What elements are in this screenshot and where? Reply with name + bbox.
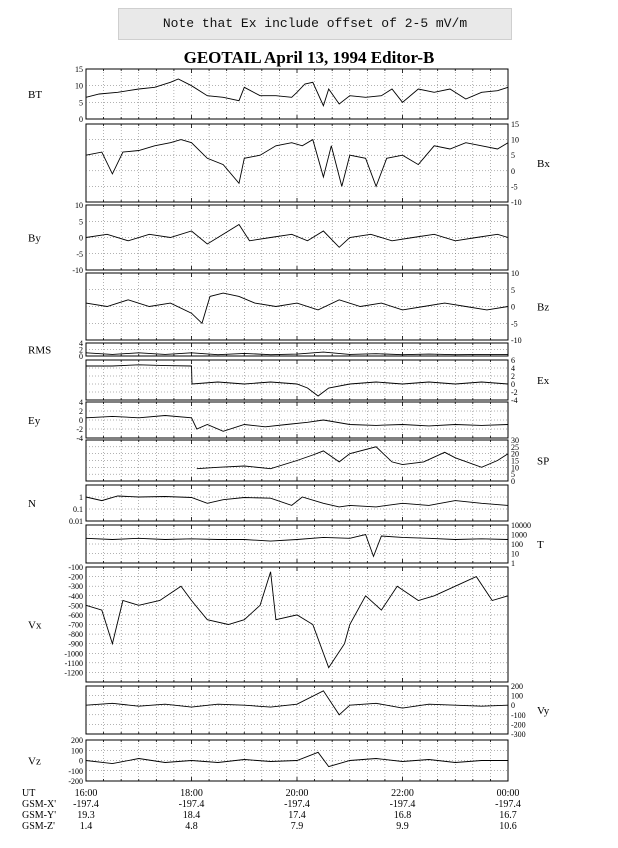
- y-tick-label-rms: 0: [79, 352, 83, 361]
- ut-row-value: 9.9: [396, 821, 409, 832]
- y-tick-label-bt: 15: [75, 65, 83, 74]
- panel-label-bt: BT: [28, 89, 43, 101]
- y-tick-label-ey: 4: [79, 398, 83, 407]
- ut-row-value: 16.8: [393, 810, 412, 821]
- y-tick-label-vx: -400: [68, 591, 83, 601]
- ut-row-label: GSM-Z': [22, 821, 55, 832]
- panel-label-sp: SP: [537, 455, 550, 468]
- panel-label-vz: Vz: [28, 755, 41, 768]
- y-tick-label-ex: 0: [511, 380, 515, 389]
- y-tick-label-sp: 0: [511, 477, 515, 486]
- ut-row-value: 7.9: [290, 821, 304, 832]
- y-tick-label-vz: -100: [68, 766, 83, 776]
- y-tick-label-ey: 0: [79, 416, 83, 425]
- ut-row-value: -197.4: [73, 799, 99, 810]
- panel-label-ey: Ey: [28, 415, 41, 427]
- y-tick-label-vy: 100: [511, 691, 523, 701]
- page-title: GEOTAIL April 13, 1994 Editor-B: [183, 48, 435, 67]
- y-tick-label-by: 10: [75, 201, 83, 210]
- ut-row-value: 18:00: [180, 788, 203, 799]
- y-tick-label-bt: 10: [75, 81, 83, 91]
- y-tick-label-bt: 5: [79, 98, 83, 108]
- y-tick-label-vx: -900: [68, 639, 83, 649]
- y-tick-label-bz: -5: [511, 319, 518, 329]
- y-tick-label-by: 5: [79, 217, 83, 227]
- y-tick-label-vx: -1100: [64, 658, 83, 668]
- y-tick-label-vz: -200: [68, 777, 83, 786]
- y-tick-label-ex: 4: [511, 364, 515, 373]
- y-tick-label-ex: -4: [511, 396, 518, 405]
- y-tick-label-ey: -2: [76, 425, 83, 434]
- y-tick-label-vx: -800: [68, 630, 83, 640]
- y-tick-label-rms: 2: [79, 345, 83, 355]
- y-tick-label-bx: -10: [511, 198, 522, 207]
- y-tick-label-t: 1000: [511, 530, 527, 540]
- ut-row-value: 20:00: [285, 788, 309, 799]
- y-tick-label-vy: 0: [511, 701, 515, 711]
- y-tick-label-by: -5: [76, 249, 83, 259]
- y-tick-label-bz: 5: [511, 285, 515, 295]
- panel-label-by: By: [28, 232, 41, 245]
- panel-label-bz: Bz: [537, 301, 550, 314]
- panel-label-vx: Vx: [28, 619, 42, 632]
- y-tick-label-vx: -500: [68, 601, 83, 611]
- ut-row-value: -197.4: [284, 799, 310, 810]
- y-tick-label-ex: -2: [511, 388, 518, 397]
- y-tick-label-sp: 5: [511, 470, 515, 480]
- y-tick-label-vx: -100: [68, 563, 83, 572]
- y-tick-label-by: 0: [79, 233, 83, 243]
- y-tick-label-bx: 10: [511, 135, 519, 145]
- ut-row-value: 16.7: [499, 810, 517, 821]
- y-tick-label-bz: -10: [511, 336, 522, 345]
- panel-label-vy: Vy: [537, 705, 550, 717]
- y-tick-label-t: 10: [511, 549, 519, 559]
- y-tick-label-vz: 100: [71, 746, 83, 756]
- ut-row-value: 1.4: [79, 821, 93, 832]
- y-tick-label-bx: 15: [511, 120, 519, 129]
- y-tick-label-bx: 0: [511, 166, 515, 176]
- y-tick-label-by: -10: [72, 266, 83, 275]
- ut-row-value: 17.4: [288, 810, 306, 821]
- y-tick-label-n: 1: [79, 493, 83, 502]
- y-tick-label-vz: 0: [79, 756, 83, 766]
- y-tick-label-ey: -4: [76, 434, 83, 443]
- y-tick-label-vx: -700: [68, 620, 83, 630]
- ut-row-value: 16:00: [74, 788, 98, 799]
- y-tick-label-bt: 0: [79, 115, 83, 124]
- y-tick-label-ex: 2: [511, 372, 515, 381]
- y-tick-label-sp: 10: [511, 463, 519, 473]
- ut-row-value: 00:00: [496, 788, 520, 799]
- ut-row-value: -197.4: [178, 799, 205, 810]
- y-tick-label-vy: 200: [511, 682, 523, 691]
- y-tick-label-t: 1: [511, 559, 515, 568]
- ut-row-value: -197.4: [389, 799, 416, 810]
- y-tick-label-vy: -100: [511, 710, 526, 720]
- y-tick-label-vy: -200: [511, 720, 526, 730]
- y-tick-label-sp: 30: [511, 436, 519, 445]
- y-tick-label-vz: 200: [71, 736, 83, 745]
- ut-row-label: GSM-X': [22, 799, 57, 810]
- panel-label-bx: Bx: [537, 158, 550, 170]
- panel-label-rms: RMS: [28, 344, 52, 357]
- y-tick-label-vy: -300: [511, 730, 526, 739]
- panel-label-ex: Ex: [537, 375, 550, 387]
- ut-row-label: UT: [22, 788, 36, 799]
- y-tick-label-sp: 15: [511, 456, 519, 466]
- ut-row-value: 18.4: [182, 810, 201, 821]
- y-tick-label-rms: 4: [79, 339, 83, 348]
- panel-label-t: T: [537, 539, 544, 551]
- ut-row-value: 4.8: [185, 821, 198, 832]
- ut-row-label: GSM-Y': [22, 810, 57, 821]
- y-tick-label-t: 100: [511, 540, 523, 549]
- y-tick-label-ey: 2: [79, 407, 83, 416]
- y-tick-label-bx: -5: [511, 182, 518, 192]
- offset-note: Note that Ex include offset of 2-5 mV/m: [118, 8, 512, 40]
- ut-row-value: 10.6: [499, 821, 517, 832]
- y-tick-label-t: 10000: [511, 521, 531, 530]
- y-tick-label-bx: 5: [511, 151, 515, 161]
- y-tick-label-sp: 20: [511, 449, 519, 459]
- y-tick-label-n: 0.01: [69, 517, 83, 526]
- y-tick-label-sp: 25: [511, 442, 519, 452]
- panel-label-n: N: [28, 498, 36, 510]
- y-tick-label-bz: 10: [511, 269, 519, 278]
- ut-row-value: -197.4: [495, 799, 521, 810]
- y-tick-label-vx: -1000: [64, 649, 83, 659]
- y-tick-label-vx: -600: [68, 610, 83, 620]
- y-tick-label-vx: -1200: [64, 668, 83, 678]
- ut-row-value: 22:00: [391, 788, 414, 799]
- y-tick-label-vx: -300: [68, 582, 83, 592]
- y-tick-label-vx: -200: [68, 572, 83, 582]
- y-tick-label-ex: 6: [511, 356, 515, 365]
- ut-row-value: 19.3: [77, 810, 95, 821]
- y-tick-label-bz: 0: [511, 302, 515, 312]
- y-tick-label-n: 0.1: [73, 505, 83, 514]
